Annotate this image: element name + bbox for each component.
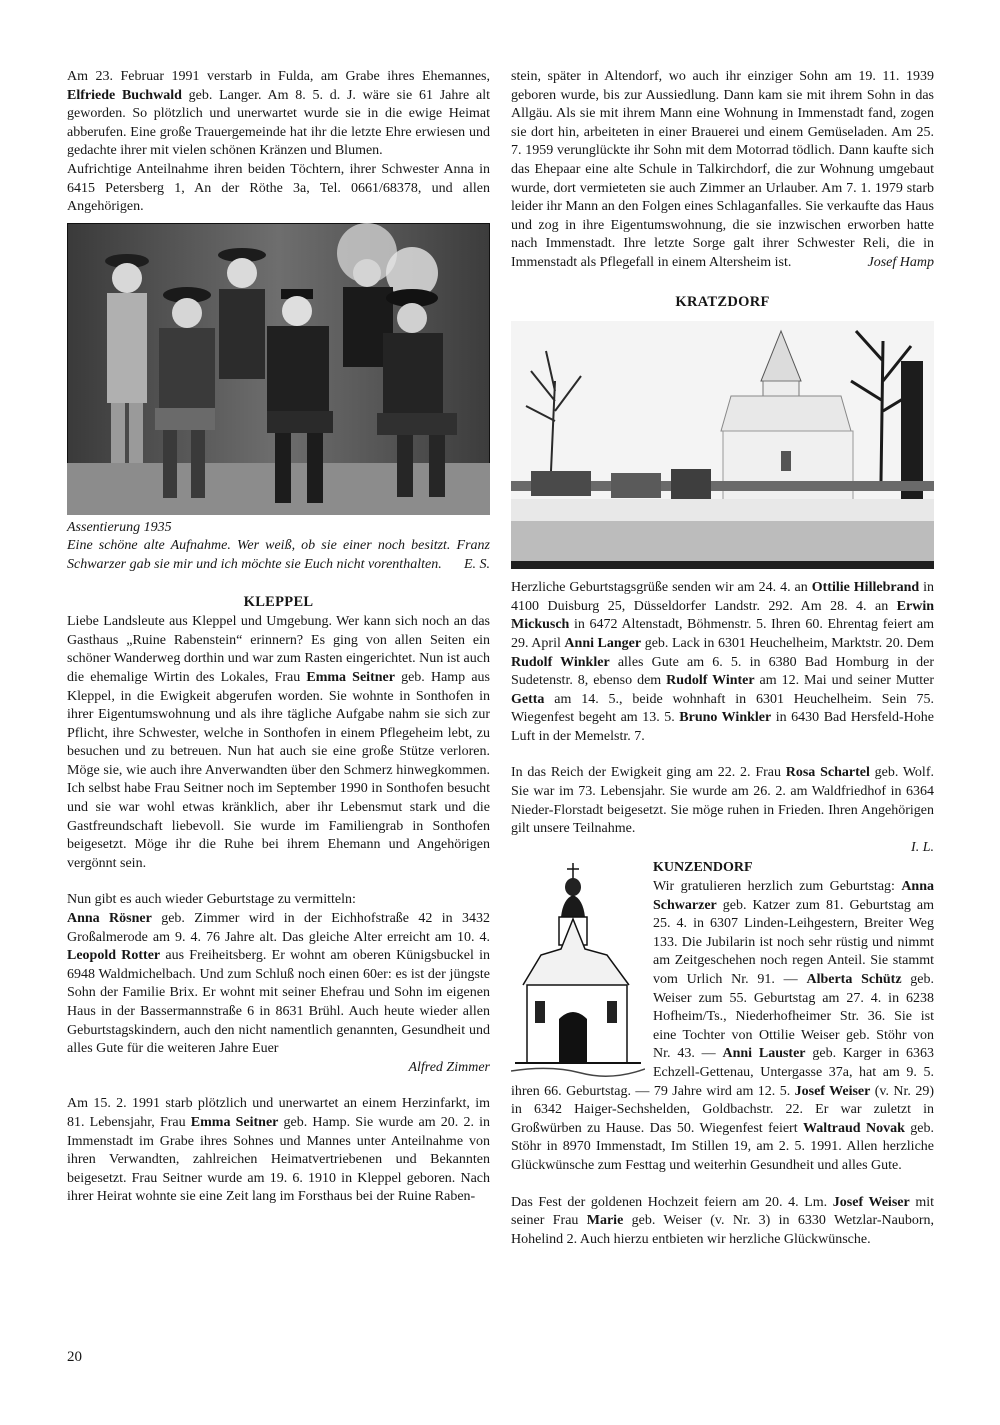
- kratzdorf-heading: KRATZDORF: [675, 293, 770, 310]
- left-column: [67, 68, 490, 1207]
- photo-caption: [67, 519, 490, 575]
- kratzdorf-birthdays: Herzliche Geburtstagsgrüße senden wir am 24. 4. an Ottilie Hillebrand in 4100 Duisburg 25, Düsseldorfer Landstr. 292. Am 28. 4. an Erwin Mickusch in 6472 Altenstadt, Böhmenstr. 5. Ihren 60. Ehrentag feiert am 29. April Anni Langer geb. Lack in 6301 Heuchelheim, Marktstr. 20. Dem Rudolf Winkler alles Gute am 6. 5. in 6380 Bad Homburg in der Sudetenstr. 8, ebenso dem Rudolf Winter am 12. Mai und seiner Mutter Getta am 14. 5., beide wohnhaft in 6301 Heuchelheim. Sein 75. Wiegenfest begeht am 13. 5. Bruno Winkler in 6430 Bad Hersfeld-Hohe Luft in der Memelstr. 7.: [511, 580, 935, 744]
- person-name: Emma Seitner: [190, 1114, 279, 1130]
- birthdays-intro: Nun gibt es auch wieder Geburtstage zu vermitteln:: [67, 892, 356, 908]
- birthdays-paragraph: Anna Rösner geb. Zimmer wird in der Eichhofstraße 42 in 3432 Großalmerode am 9. 4. 76 Jahre alt. Das gleiche Alter erreicht am 10. 4. Leopold Rotter aus Freiheitsberg. Er wohnt am oberen Künigsbuckel in 6948 Waldmichelbach. Und zum Schluß noch einen 60er: es ist der jüngste Sohn der Familie Brix. Er wohnt mit seiner Ehefrau und Sohn im eigenen Haus in der Bassermannstraße 6 in 8631 Brühl. Auch heute wieder allen Geburtstagskindern, auch den nicht namentlich genannten, Gesundheit und alles Gute für die weiteren Jahre Euer: [67, 911, 490, 1057]
- author-signature: Alfred Zimmer: [408, 1059, 490, 1075]
- caption-signature: E. S.: [463, 556, 490, 572]
- kunzendorf-birthdays: Wir gratulieren herzlich zum Geburtstag: Anna Schwarzer geb. Katzer zum 81. Geburtstag am 25. 4. in 6307 Linden-Leihgestern, Breiter Weg 133. Die Jubilarin ist noch sehr rüstig und nimmt am Zeitgeschehen noch regen Anteil. Sie stammt vom Urlich Nr. 91. — Alberta Schütz geb. Weiser zum 55. Geburtstag am 27. 4. in 6238 Hofheim/Ts., Niederhofheimer Str. 36. Sie ist eine Tochter von Ottilie Weiser geb. Stöhr von Nr. 43. — Anni Lauster geb. Karger in 6363 Echzell-Gettenau, Untergasse 37a, hat am 9. 5. ihren 66. Geburtstag. — 79 Jahre wird am 12. 5. Josef Weiser (v. Nr. 29) in 6342 Haiger-Sechshelden, Goldbachstr. 22. Er war zuletzt in Großwürben zu Hause. Das 50. Wiegenfest feiert Waltraud Novak geb. Stöhr in 8970 Immenstadt, Im Stillen 19, am 2. 5. 1991. Allen herzliche Glückwünsche zum Festtag und weiterhin Gesundheit und alles Gute.: [511, 879, 935, 1173]
- kratzdorf-obituary: In das Reich der Ewigkeit ging am 22. 2. Frau Rosa Schartel geb. Wolf. Sie war im 73. Lebensjahr. Sie wurde am 26. 2. am Waldfriedhof in 6364 Nieder-Florstadt beigesetzt. Sie möge ruhen in Frieden. Ihren Angehörigen gilt unsere Teilnahme.: [511, 765, 934, 837]
- person-name: Elfriede Buchwald: [67, 87, 182, 103]
- obituary-continuation: stein, später in Altendorf, wo auch ihr einziger Sohn am 19. 11. 1939 geboren wurde, bis zur Aussiedlung. Dann kam sie mit ihrem Sohn in das Allgäu. Als sie mit ihrem Mann eine Wohnung in Immenstadt fand, zogen sie dort hin, arbeiteten in einer Brauerei und einem Gemüseladen. Am 25. 7. 1959 verunglückte ihr Sohn mit dem Motorrad tödlich. Dann kaufte sich das Ehepaar eine alte Schule in Talkirchdorf, die zur Wohnung umgebaut wurde, dort vermieteten sie auch Zimmer an Urlauber. Am 7. 1. 1979 starb leider ihr Mann an den Folgen eines Schlaganfalles. Sie verkaufte das Haus und zog in ihre Eigentumswohnung, die sie inzwischen erworben hatte nach Immenstadt. Ihre letzte Sorge galt ihrer Schwester Reli, die in Immenstadt als Pflegefall in einem Altersheim ist. Josef Hamp: [511, 68, 934, 273]
- kunzendorf-church-sketch: [511, 859, 645, 1079]
- group-photo-1935: [67, 223, 490, 515]
- kunzendorf-heading: KUNZENDORF: [653, 860, 753, 876]
- golden-wedding: Das Fest der goldenen Hochzeit feiern am 20. 4. Lm. Josef Weiser mit seiner Frau Marie geb. Weiser (v. Nr. 3) in 6330 Wetzlar-Nauborn, Hohelind 2. Auch hierzu entbieten wir herzliche Glückwünsche.: [511, 1194, 934, 1247]
- kunzendorf-section: [511, 859, 934, 1175]
- obituary-seitner: Am 15. 2. 1991 starb plötzlich und unerwartet an einem Herzinfarkt, im 81. Lebensjahr, Frau Emma Seitner geb. Hamp. Sie wurde am 20. 2. in Immenstadt im Grabe ihres Sohnes und Mannes unter Anteilnahme von ihren Verwandten, zahlreichen Heimatvertriebenen und Bekannten beigesetzt. Frau Seitner wurde am 19. 6. 1910 in Kleppel geboren. Nach ihrer Heirat wohnte sie eine Zeit lang im Forsthaus bei der Ruine Raben-: [67, 1096, 490, 1205]
- caption-title: Assentierung 1935: [67, 519, 172, 535]
- kleppel-heading: KLEPPEL: [243, 593, 314, 610]
- caption-text: Eine schöne alte Aufnahme. Wer weiß, ob sie einer noch besitzt. Franz Schwarzer gab sie mir und ich möchte sie Euch nicht vorenthalten. E. S.: [67, 537, 490, 574]
- condolence-paragraph: Aufrichtige Anteilnahme ihren beiden Töchtern, ihrer Schwester Anna in 6415 Petersberg 1, An der Röthe 3a, Tel. 0661/68378, und allen Angehörigen.: [67, 161, 490, 215]
- person-name: Leopold Rotter: [67, 948, 161, 964]
- person-name: Emma Seitner: [306, 669, 395, 685]
- person-name: Anna Rösner: [67, 911, 152, 927]
- obituary-buchwald: Am 23. Februar 1991 verstarb in Fulda, am Grabe ihres Ehemannes, Elfriede Buchwald geb. Langer. Am 8. 5. d. J. wäre sie 61 Jahre alt geworden. So plötzlich und unerwartet wurde sie in die ewige Heimat abberufen. Eine große Trauergemeinde hat ihr die letzte Ehre erwiesen und gedachte ihrer mit vielen schönen Kränzen und Blumen.: [67, 69, 490, 159]
- page-number: 20: [67, 1349, 82, 1365]
- person-name: Rosa Schartel: [785, 765, 870, 781]
- author-signature: Josef Hamp: [867, 254, 934, 270]
- kratzdorf-church-photo: [511, 321, 934, 569]
- right-column: [511, 68, 934, 1249]
- kleppel-article: Liebe Landsleute aus Kleppel und Umgebung. Wer kann sich noch an das Gasthaus „Ruine Rabenstein“ erinnern? Es ging von allen Seiten ein schöner Wanderweg dorthin und war zum Rasten eingerichtet. Nun ist auch die ehemalige Wirtin des Lokales, Frau Emma Seitner geb. Hamp aus Kleppel, in die Ewigkeit abgerufen worden. Sie wohnte in Sonthofen in ihrer Eigentumswohnung und als ihre tägliche Aufgabe nahm sie sich zur Pflicht, ihre Schwester, welche in Sonthofen in einem Pflegeheim lebt, zu besuchen und zu betreuen. Nun hat auch sie eine große Stütze verloren. Möge sie, wie auch ihre Anverwandten über den Schmerz hinwegkommen. Ich selbst habe Frau Seitner noch im September 1990 in Sonthofen besucht und sie war wohl etwas kränklich, aber ihr Lebensmut stark und die Gastfreundschaft liebevoll. Sie wurde im Familiengrab in Sonthofen beigesetzt. Möge ihr die Ruhe bei ihrem Ehemann und Angehörigen vergönnt sein.: [67, 614, 490, 871]
- author-signature: I. L.: [911, 839, 934, 855]
